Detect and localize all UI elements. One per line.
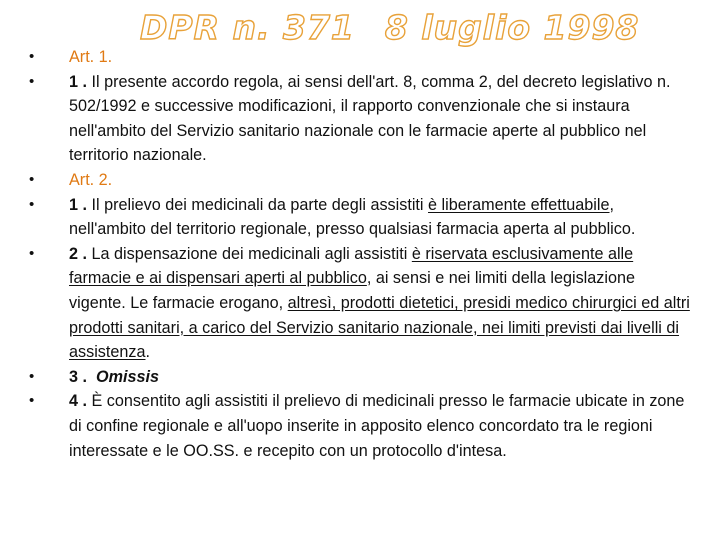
paragraph-number: 1 .: [69, 72, 87, 91]
bullet-icon: •: [29, 195, 35, 213]
bullet-icon: •: [29, 48, 35, 65]
list-item: [0, 242, 690, 365]
paragraph-text: Il presente accordo regola, ai sensi dell'art. 8, comma 2, del decreto legislativo n. 502/1992 e successive modificazioni, il rapporto convenzionale che si instaura nell'ambito del Servizio sanitario nazionale con le farmacie aperte al pubblico nel territorio nazionale.: [69, 72, 671, 165]
list-item: [0, 45, 690, 70]
underlined-text: è riservata esclusivamente alle farmacie e ai dispensari aperti al pubblico: [69, 244, 634, 288]
article-heading: Art. 1.: [69, 48, 113, 66]
underlined-text: è liberamente effettuabile: [428, 195, 610, 214]
paragraph-text: La dispensazione dei medicinali agli assistiti: [87, 244, 412, 263]
bullet-icon: •: [29, 244, 35, 262]
bullet-icon: •: [29, 170, 35, 188]
bullet-icon: •: [29, 392, 35, 410]
list-item: [0, 365, 690, 390]
paragraph-number: 4 .: [69, 392, 87, 411]
omissis-text: Omissis: [96, 367, 159, 386]
title-date: 8 luglio 1998: [384, 8, 640, 47]
list-item: [0, 70, 690, 168]
underlined-text: altresì, prodotti dietetici, presidi medico chirurgici ed altri prodotti sanitari, a carico del Servizio sanitario nazionale, nei limiti previsti dai livelli di assistenza: [69, 293, 690, 362]
list-item: [0, 168, 690, 193]
paragraph-text: È consentito agli assistiti il prelievo di medicinali presso le farmacie ubicate in zone di confine regionale e all'uopo inserite in apposito elenco concordato tra le regioni interessate e le OO.SS. e recepito con un protocollo d'intesa.: [69, 392, 685, 460]
paragraph-number: 3 .: [69, 367, 87, 386]
document-title: [140, 8, 640, 48]
bullet-icon: •: [29, 367, 35, 385]
title-decree: DPR n. 371: [140, 8, 355, 47]
paragraph-text: .: [145, 343, 150, 362]
article-heading: Art. 2.: [69, 170, 113, 189]
paragraph-number: 1 .: [69, 195, 87, 214]
article-list: [0, 45, 690, 463]
paragraph-number: 2 .: [69, 244, 87, 263]
list-item: [0, 193, 690, 242]
paragraph-text: Il prelievo dei medicinali da parte degli assistiti: [87, 195, 429, 214]
paragraph-text: , nell'ambito del territorio regionale, presso qualsiasi farmacia aperta al pubblico.: [69, 195, 636, 239]
bullet-icon: •: [29, 72, 35, 90]
paragraph-text: , ai sensi e nei limiti della legislazione vigente. Le farmacie erogano,: [69, 269, 635, 312]
list-item: [0, 389, 690, 463]
